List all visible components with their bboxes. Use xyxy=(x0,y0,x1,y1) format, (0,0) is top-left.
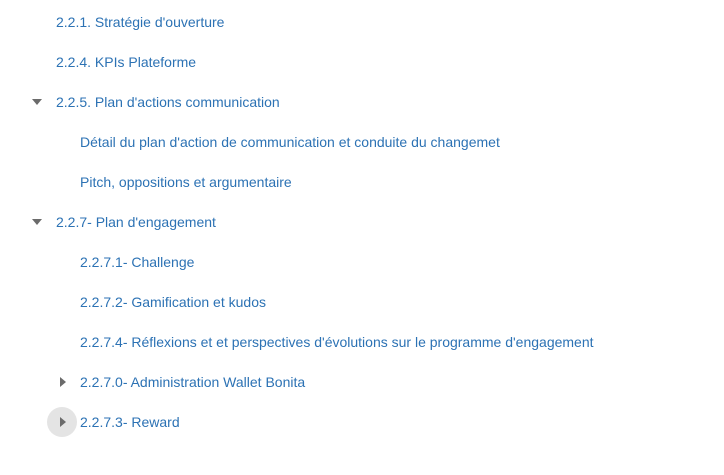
collapse-toggle[interactable] xyxy=(22,87,52,117)
tree-item-detail-plan-action xyxy=(0,122,724,162)
tree-item-gamification-kudos xyxy=(0,282,724,322)
tree-item-administration-wallet xyxy=(0,362,724,402)
tree-item-reflexions-perspectives xyxy=(0,322,724,362)
caret-right-icon xyxy=(60,417,66,427)
tree-item-link[interactable]: 2.2.7.0- Administration Wallet Bonita xyxy=(80,374,306,390)
tree-item-link[interactable]: 2.2.7- Plan d'engagement xyxy=(56,214,216,230)
caret-right-icon xyxy=(60,377,66,387)
tree-item-link[interactable]: 2.2.7.1- Challenge xyxy=(80,254,195,270)
collapse-toggle[interactable] xyxy=(22,207,52,237)
tree-item-link[interactable]: 2.2.5. Plan d'actions communication xyxy=(56,94,280,110)
tree-item-link[interactable]: 2.2.7.2- Gamification et kudos xyxy=(80,294,266,310)
tree-item-link[interactable]: Détail du plan d'action de communication et conduite du changemet xyxy=(80,134,500,150)
caret-down-icon xyxy=(32,219,42,225)
page-tree xyxy=(0,2,724,442)
tree-item-link[interactable]: Pitch, oppositions et argumentaire xyxy=(80,174,292,190)
tree-item-plan-actions-communication xyxy=(0,82,724,122)
tree-item-strategie-ouverture xyxy=(0,2,724,42)
tree-item-link[interactable]: 2.2.4. KPIs Plateforme xyxy=(56,54,197,70)
tree-item-plan-engagement xyxy=(0,202,724,242)
caret-down-icon xyxy=(32,99,42,105)
expand-toggle[interactable] xyxy=(47,367,77,397)
tree-item-link[interactable]: 2.2.7.3- Reward xyxy=(80,414,180,430)
tree-item-link[interactable]: 2.2.7.4- Réflexions et et perspectives d'évolutions sur le programme d'engagement xyxy=(80,334,594,350)
tree-item-reward xyxy=(0,402,724,442)
tree-item-link[interactable]: 2.2.1. Stratégie d'ouverture xyxy=(56,14,225,30)
tree-item-pitch-oppositions xyxy=(0,162,724,202)
tree-item-challenge xyxy=(0,242,724,282)
expand-toggle[interactable] xyxy=(47,407,77,437)
tree-item-kpis-plateforme xyxy=(0,42,724,82)
